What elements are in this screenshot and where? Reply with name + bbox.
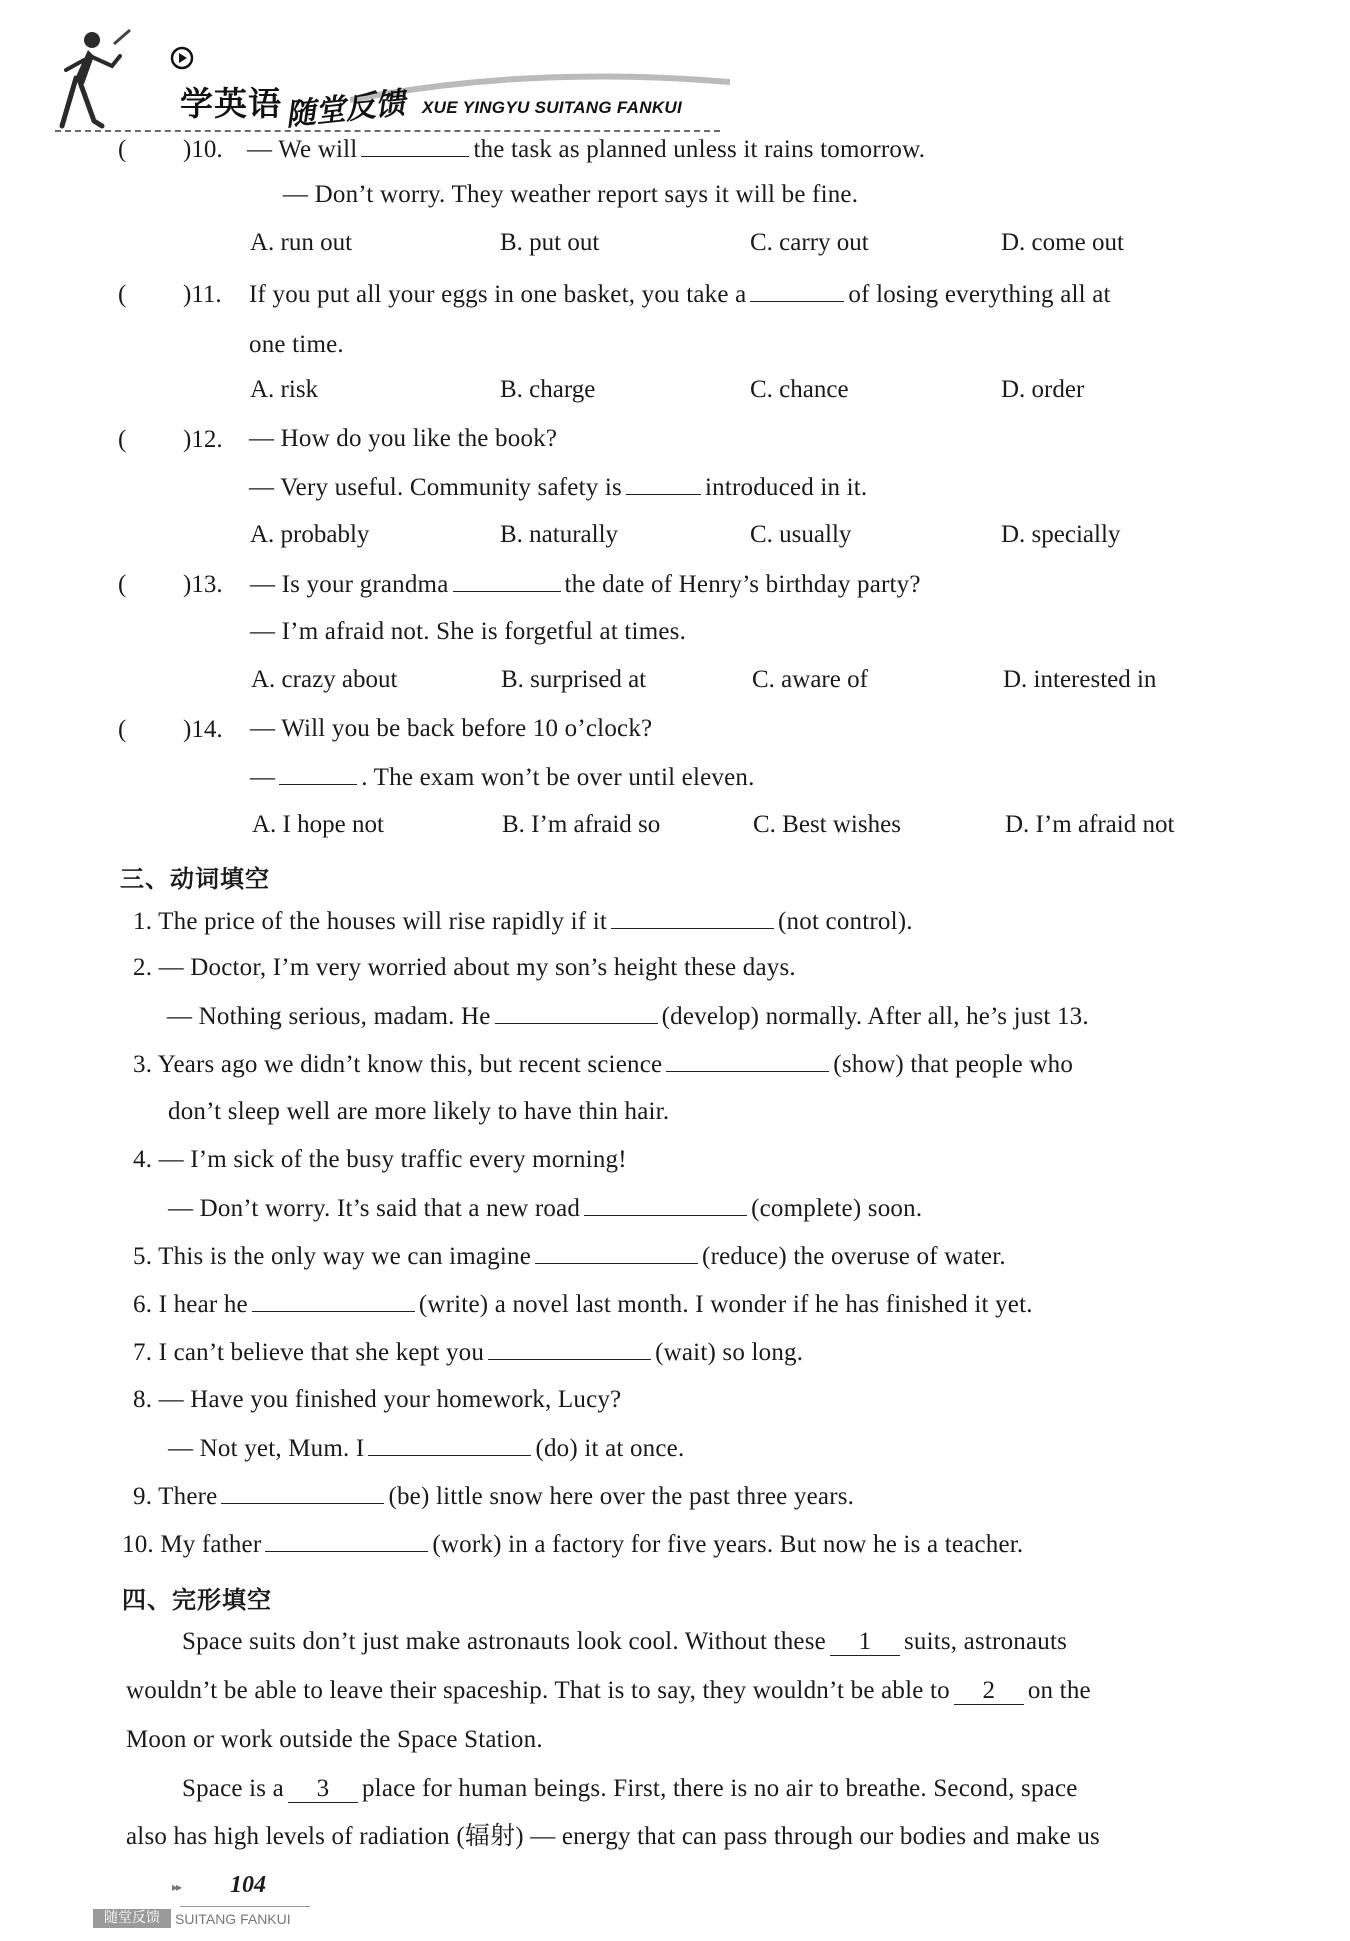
play-icon xyxy=(170,46,194,70)
item-number: 8. xyxy=(133,1386,153,1413)
fill-item: don’t sleep well are more likely to have thin hair. xyxy=(168,1098,670,1125)
answer-blank[interactable] xyxy=(265,1529,428,1552)
item-text: (be) little snow here over the past three years. xyxy=(388,1483,855,1510)
item-text: — Nothing serious, madam. He xyxy=(167,1003,491,1030)
passage-line xyxy=(182,1774,1078,1804)
cloze-blank-3[interactable]: 3 xyxy=(288,1776,358,1803)
section-title: 四、完形填空 xyxy=(122,1586,272,1614)
footer-badge: 随堂反馈 xyxy=(93,1909,171,1928)
question-text: — Is your grandma xyxy=(250,571,449,598)
passage-line: Moon or work outside the Space Station. xyxy=(126,1726,543,1753)
question-number: )11. xyxy=(183,281,222,308)
option-d[interactable]: D. interested in xyxy=(1003,666,1157,693)
answer-blank[interactable] xyxy=(535,1241,698,1264)
passage-text: suits, astronauts xyxy=(903,1628,1068,1655)
question-text: of losing everything all at xyxy=(848,281,1111,308)
option-a[interactable]: A. run out xyxy=(250,229,353,256)
passage-text: on the xyxy=(1027,1677,1091,1704)
answer-blank[interactable] xyxy=(252,1289,415,1312)
item-number: 7. xyxy=(133,1339,153,1366)
fill-item xyxy=(133,906,913,937)
option-a[interactable]: A. probably xyxy=(250,521,370,548)
fill-item xyxy=(122,1529,1023,1560)
question-number: )10. xyxy=(183,136,223,163)
option-a[interactable]: A. crazy about xyxy=(251,666,398,693)
item-text: — I’m sick of the busy traffic every morning! xyxy=(158,1146,627,1173)
item-text: — Don’t worry. It’s said that a new road xyxy=(168,1195,581,1222)
fill-item xyxy=(133,1289,1033,1320)
answer-blank[interactable] xyxy=(488,1337,651,1360)
cloze-blank-2[interactable]: 2 xyxy=(954,1678,1024,1705)
fill-item xyxy=(133,953,796,983)
fill-item xyxy=(168,1193,922,1224)
answer-paren: ( xyxy=(118,716,127,743)
question-line xyxy=(250,762,755,793)
passage-line xyxy=(182,1627,1067,1657)
item-text: (show) that people who xyxy=(833,1051,1074,1078)
answer-blank[interactable] xyxy=(495,1001,658,1024)
header-title-cn: 学英语 xyxy=(180,84,282,123)
question-line: one time. xyxy=(249,331,344,358)
fill-item xyxy=(133,1481,854,1512)
item-text: (complete) soon. xyxy=(751,1195,923,1222)
item-text: There xyxy=(158,1483,218,1510)
header-title-en: XUE YINGYU SUITANG FANKUI xyxy=(422,98,683,117)
answer-paren: ( xyxy=(118,136,127,163)
question-text: the date of Henry’s birthday party? xyxy=(564,571,921,598)
question-text: the task as planned unless it rains tomorrow. xyxy=(473,136,926,163)
question-text: — xyxy=(250,764,276,791)
item-text: (work) in a factory for five years. But now he is a teacher. xyxy=(432,1531,1024,1558)
item-text: I can’t believe that she kept you xyxy=(158,1339,485,1366)
answer-blank[interactable] xyxy=(750,279,844,302)
fill-item xyxy=(133,1049,1073,1080)
item-number: 10. xyxy=(122,1531,154,1558)
item-text: (not control). xyxy=(778,908,913,935)
option-d[interactable]: D. I’m afraid not xyxy=(1005,811,1175,838)
passage-line: also has high levels of radiation (辐射) — energy that can pass through our bodies and make us xyxy=(126,1823,1100,1850)
option-c[interactable]: C. usually xyxy=(750,521,852,548)
question-number: )13. xyxy=(183,571,223,598)
option-b[interactable]: B. naturally xyxy=(500,521,619,548)
item-text: The price of the houses will rise rapidly if it xyxy=(158,908,608,935)
option-c[interactable]: C. chance xyxy=(750,376,849,403)
runner-icon xyxy=(54,26,144,131)
answer-blank[interactable] xyxy=(611,906,774,929)
answer-blank[interactable] xyxy=(453,569,561,592)
answer-blank[interactable] xyxy=(221,1481,384,1504)
option-b[interactable]: B. put out xyxy=(500,229,600,256)
item-number: 6. xyxy=(133,1291,153,1318)
fill-item xyxy=(167,1001,1089,1032)
passage-line xyxy=(126,1676,1091,1706)
item-text: I hear he xyxy=(158,1291,248,1318)
fill-item xyxy=(168,1433,684,1464)
answer-blank[interactable] xyxy=(368,1433,531,1456)
question-line xyxy=(249,279,1111,310)
item-text: (reduce) the overuse of water. xyxy=(702,1243,1006,1270)
fill-item xyxy=(133,1145,627,1175)
item-text: — Doctor, I’m very worried about my son’s height these days. xyxy=(158,954,796,981)
item-number: 1. xyxy=(133,908,153,935)
passage-text: wouldn’t be able to leave their spaceship. That is to say, they wouldn’t be able to xyxy=(126,1677,950,1704)
answer-blank[interactable] xyxy=(626,472,701,495)
item-text: (wait) so long. xyxy=(655,1339,804,1366)
option-b[interactable]: B. charge xyxy=(500,376,596,403)
question-line: — How do you like the book? xyxy=(249,425,558,452)
answer-paren: ( xyxy=(118,281,127,308)
option-b[interactable]: B. I’m afraid so xyxy=(502,811,661,838)
answer-blank[interactable] xyxy=(361,134,469,157)
option-c[interactable]: C. carry out xyxy=(750,229,869,256)
question-text: — We will xyxy=(247,136,358,163)
option-d[interactable]: D. come out xyxy=(1001,229,1124,256)
question-text: . The exam won’t be over until eleven. xyxy=(361,764,755,791)
item-number: 9. xyxy=(133,1483,153,1510)
item-text: (develop) normally. After all, he’s just 13. xyxy=(661,1003,1089,1030)
item-number: 5. xyxy=(133,1243,153,1270)
footer-arrows-icon: ▸▸ xyxy=(172,1880,181,1894)
question-text: — Very useful. Community safety is xyxy=(249,474,622,501)
question-number: )14. xyxy=(183,716,223,743)
question-line: — I’m afraid not. She is forgetful at times. xyxy=(250,618,687,645)
option-c[interactable]: C. Best wishes xyxy=(753,811,901,838)
page-number: 104 xyxy=(230,1872,266,1898)
passage-text: Space suits don’t just make astronauts look cool. Without these xyxy=(182,1628,826,1655)
question-line xyxy=(249,472,867,503)
answer-blank[interactable] xyxy=(666,1049,829,1072)
question-line: — Don’t worry. They weather report says it will be fine. xyxy=(283,181,859,208)
question-number: )12. xyxy=(183,426,223,453)
item-text: (write) a novel last month. I wonder if he has finished it yet. xyxy=(418,1291,1033,1318)
cloze-blank-1[interactable]: 1 xyxy=(830,1629,900,1656)
answer-blank[interactable] xyxy=(584,1193,747,1216)
option-a[interactable]: A. risk xyxy=(250,376,319,403)
answer-paren: ( xyxy=(118,571,127,598)
item-text: — Have you finished your homework, Lucy? xyxy=(158,1386,622,1413)
question-line xyxy=(247,134,925,165)
item-text: This is the only way we can imagine xyxy=(158,1243,532,1270)
option-d[interactable]: D. specially xyxy=(1001,521,1121,548)
footer-label: SUITANG FANKUI xyxy=(175,1911,291,1927)
option-b[interactable]: B. surprised at xyxy=(501,666,647,693)
item-number: 4. xyxy=(133,1146,153,1173)
footer-rule xyxy=(180,1906,310,1907)
header-title-cn-2: 随堂反馈 xyxy=(283,85,407,134)
fill-item xyxy=(133,1337,803,1368)
item-text: My father xyxy=(160,1531,262,1558)
option-c[interactable]: C. aware of xyxy=(752,666,868,693)
item-text: Years ago we didn’t know this, but recent science xyxy=(157,1051,663,1078)
fill-item xyxy=(133,1241,1006,1272)
item-number: 3. xyxy=(133,1051,153,1078)
passage-text: Space is a xyxy=(182,1775,284,1802)
question-text: If you put all your eggs in one basket, you take a xyxy=(249,281,747,308)
item-text: (do) it at once. xyxy=(535,1435,685,1462)
item-number: 2. xyxy=(133,954,153,981)
header-dashed-rule xyxy=(55,130,720,132)
answer-paren: ( xyxy=(118,426,127,453)
question-text: introduced in it. xyxy=(704,474,868,501)
answer-blank[interactable] xyxy=(279,762,357,785)
question-line xyxy=(250,569,921,600)
option-a[interactable]: A. I hope not xyxy=(252,811,384,838)
passage-text: place for human beings. First, there is no air to breathe. Second, space xyxy=(361,1775,1078,1802)
fill-item xyxy=(133,1385,621,1415)
option-d[interactable]: D. order xyxy=(1001,376,1085,403)
page-header xyxy=(50,20,750,134)
section-title: 三、动词填空 xyxy=(120,865,270,893)
item-text: — Not yet, Mum. I xyxy=(168,1435,365,1462)
question-line: — Will you be back before 10 o’clock? xyxy=(250,715,653,742)
